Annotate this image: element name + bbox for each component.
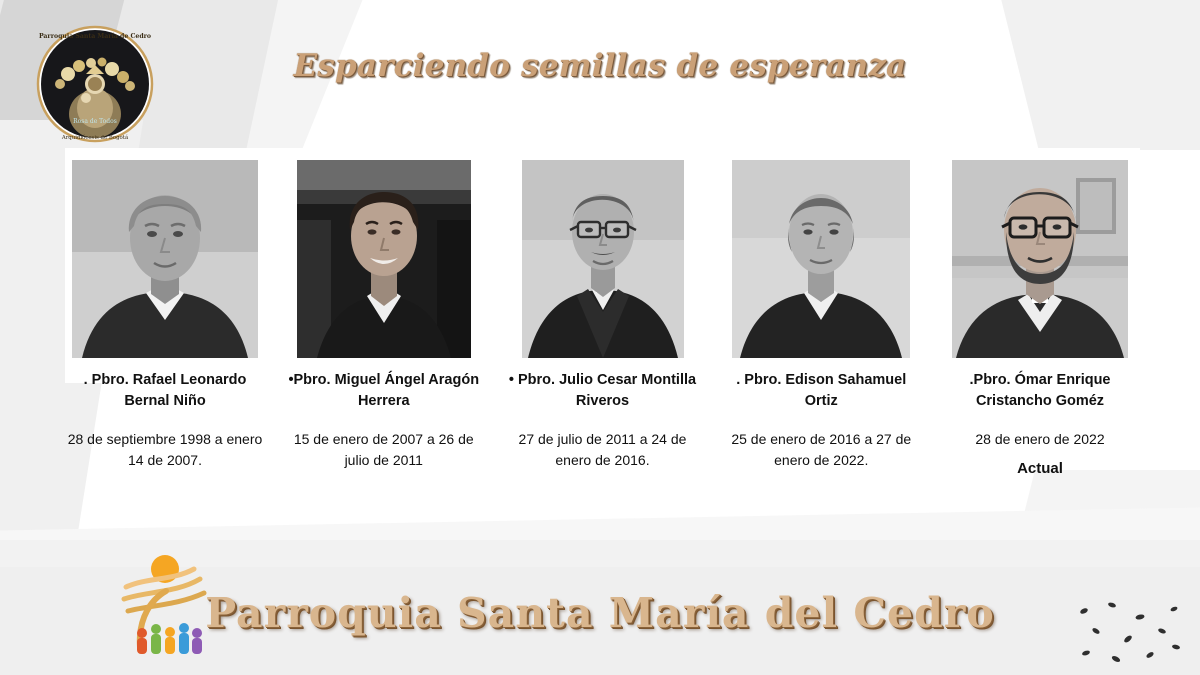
parish-logo [22, 22, 168, 146]
priest-name: •Pbro. Miguel Ángel Aragón Herrera [288, 372, 480, 409]
portrait-julio-cesar-montilla-riveros [522, 160, 684, 358]
portrait-omar-enrique-cristancho-gomez [952, 160, 1128, 358]
priest-entry [503, 160, 703, 471]
portrait-edison-sahamuel-ortiz [732, 160, 910, 358]
priest-entry [284, 160, 484, 471]
svg-text:Arquidiócesis de Bogotá: Arquidiócesis de Bogotá [61, 135, 129, 141]
confetti-decoration [1070, 597, 1190, 667]
priest-dates: 28 de septiembre 1998 a enero 14 de 2007. [67, 431, 263, 469]
priest-name: . Pbro. Edison Sahamuel Ortiz [736, 372, 907, 409]
priest-status-badge: Actual [1017, 460, 1063, 478]
page-title: Esparciendo semillas de esperanza [293, 48, 907, 84]
priest-name: .Pbro. Ómar Enrique Cristancho Goméz [969, 372, 1111, 409]
portrait-rafael-leonardo-bernal-nino [72, 160, 258, 358]
svg-text:Parroquia Santa María de Cedro: Parroquia Santa María de Cedro [38, 33, 152, 40]
priest-entry [940, 160, 1140, 477]
priest-dates: 28 de enero de 2022 [975, 431, 1105, 448]
footer-title: Parroquia Santa María del Cedro [205, 589, 995, 637]
priests-row [65, 160, 1140, 477]
priest-entry [65, 160, 265, 471]
portrait-miguel-angel-aragon-herrera [297, 160, 471, 358]
priest-entry [721, 160, 921, 471]
priest-dates: 27 de julio de 2011 a 24 de enero de 2016. [518, 431, 687, 469]
priest-dates: 25 de enero de 2016 a 27 de enero de 2022. [731, 431, 912, 469]
priest-name: • Pbro. Julio Cesar Montilla Riveros [508, 372, 697, 409]
priest-dates: 15 de enero de 2007 a 26 de julio de 2011 [293, 431, 474, 469]
priest-name: . Pbro. Rafael Leonardo Bernal Niño [83, 372, 247, 409]
svg-text:Rosa de Todos: Rosa de Todos [73, 118, 117, 125]
